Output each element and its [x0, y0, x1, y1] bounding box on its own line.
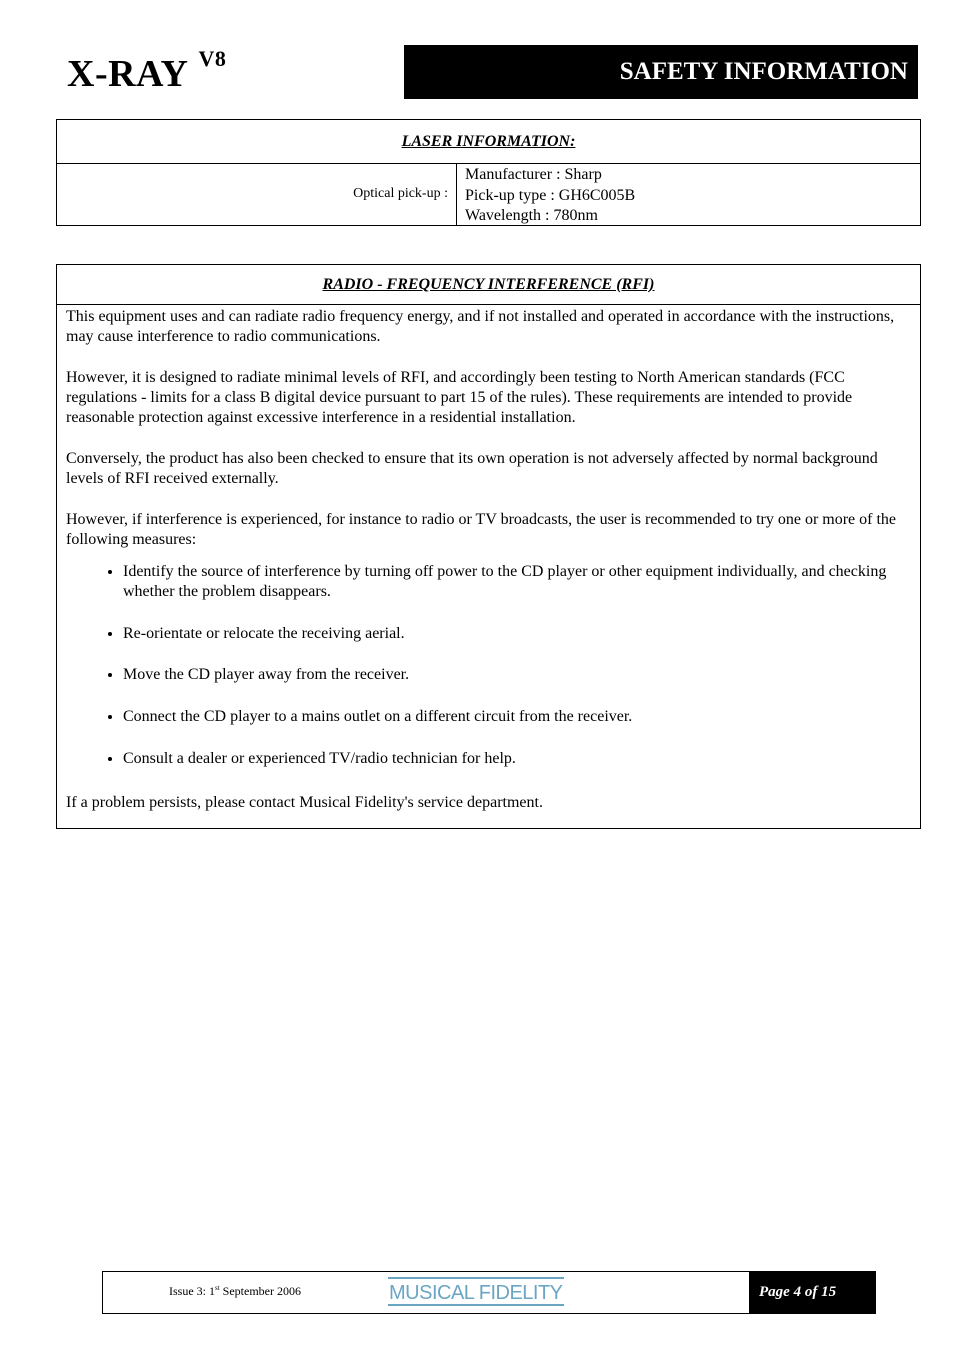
rfi-paragraph: However, it is designed to radiate minimal levels of RFI, and accordingly been testing to North American standards (FCC regulations - limits for a class B digital device pursuant to part 15 of the rules). These requirements are intended to provide reasonable protection against excessive interference in a residential installation. — [66, 368, 853, 427]
list-item: • Identify the source of interference by turning off power to the CD player or other equipment individually, and checking whether the problem disappears. — [123, 562, 906, 603]
list-item: • Move the CD player away from the receiver. — [123, 665, 906, 685]
laser-pickup-type: Pick-up type : GH6C005B — [465, 186, 636, 204]
issue-ordinal: st — [215, 1284, 220, 1292]
laser-information-box — [56, 119, 921, 226]
product-title — [67, 46, 227, 96]
rfi-title: RADIO - FREQUENCY INTERFERENCE (RFI) — [57, 265, 920, 305]
issue-prefix: Issue 3: 1 — [169, 1284, 215, 1298]
laser-wavelength: Wavelength : 780nm — [465, 207, 598, 224]
issue-date — [169, 1284, 301, 1299]
list-item: • Connect the CD player to a mains outlet on a different circuit from the receiver. — [123, 707, 906, 727]
rfi-closing: If a problem persists, please contact Musical Fidelity's service department. — [66, 794, 543, 812]
laser-values — [457, 164, 635, 225]
optical-pickup-label: Optical pick-up : — [57, 164, 457, 225]
issue-suffix: September 2006 — [219, 1284, 301, 1298]
list-item: • Re-orientate or relocate the receiving aerial. — [123, 624, 906, 644]
laser-info-title: LASER INFORMATION: — [57, 120, 920, 164]
laser-manufacturer: Manufacturer : Sharp — [465, 166, 602, 183]
rfi-paragraph: Conversely, the product has also been checked to ensure that its own operation is not adversely affected by normal background levels of RFI received externally. — [66, 450, 878, 488]
rfi-box — [56, 264, 921, 829]
rfi-measures-list — [66, 562, 906, 770]
musical-fidelity-logo: MUSICAL FIDELITY — [388, 1277, 564, 1306]
page-number: Page 4 of 15 — [749, 1272, 876, 1313]
section-header-band — [404, 45, 918, 99]
page-footer — [102, 1271, 876, 1314]
rfi-paragraph: This equipment uses and can radiate radio frequency energy, and if not installed and operated in accordance with the instructions, may cause interference to radio communications. — [66, 308, 895, 346]
rfi-body — [57, 305, 920, 814]
section-title: SAFETY INFORMATION — [619, 58, 908, 85]
list-item: • Consult a dealer or experienced TV/radio technician for help. — [123, 749, 906, 769]
product-name: X-RAY — [67, 53, 189, 95]
laser-info-row — [57, 164, 920, 225]
rfi-paragraph: However, if interference is experienced, for instance to radio or TV broadcasts, the user is recommended to try one or more of the following measures: — [66, 510, 897, 549]
product-version: V8 — [198, 46, 227, 72]
